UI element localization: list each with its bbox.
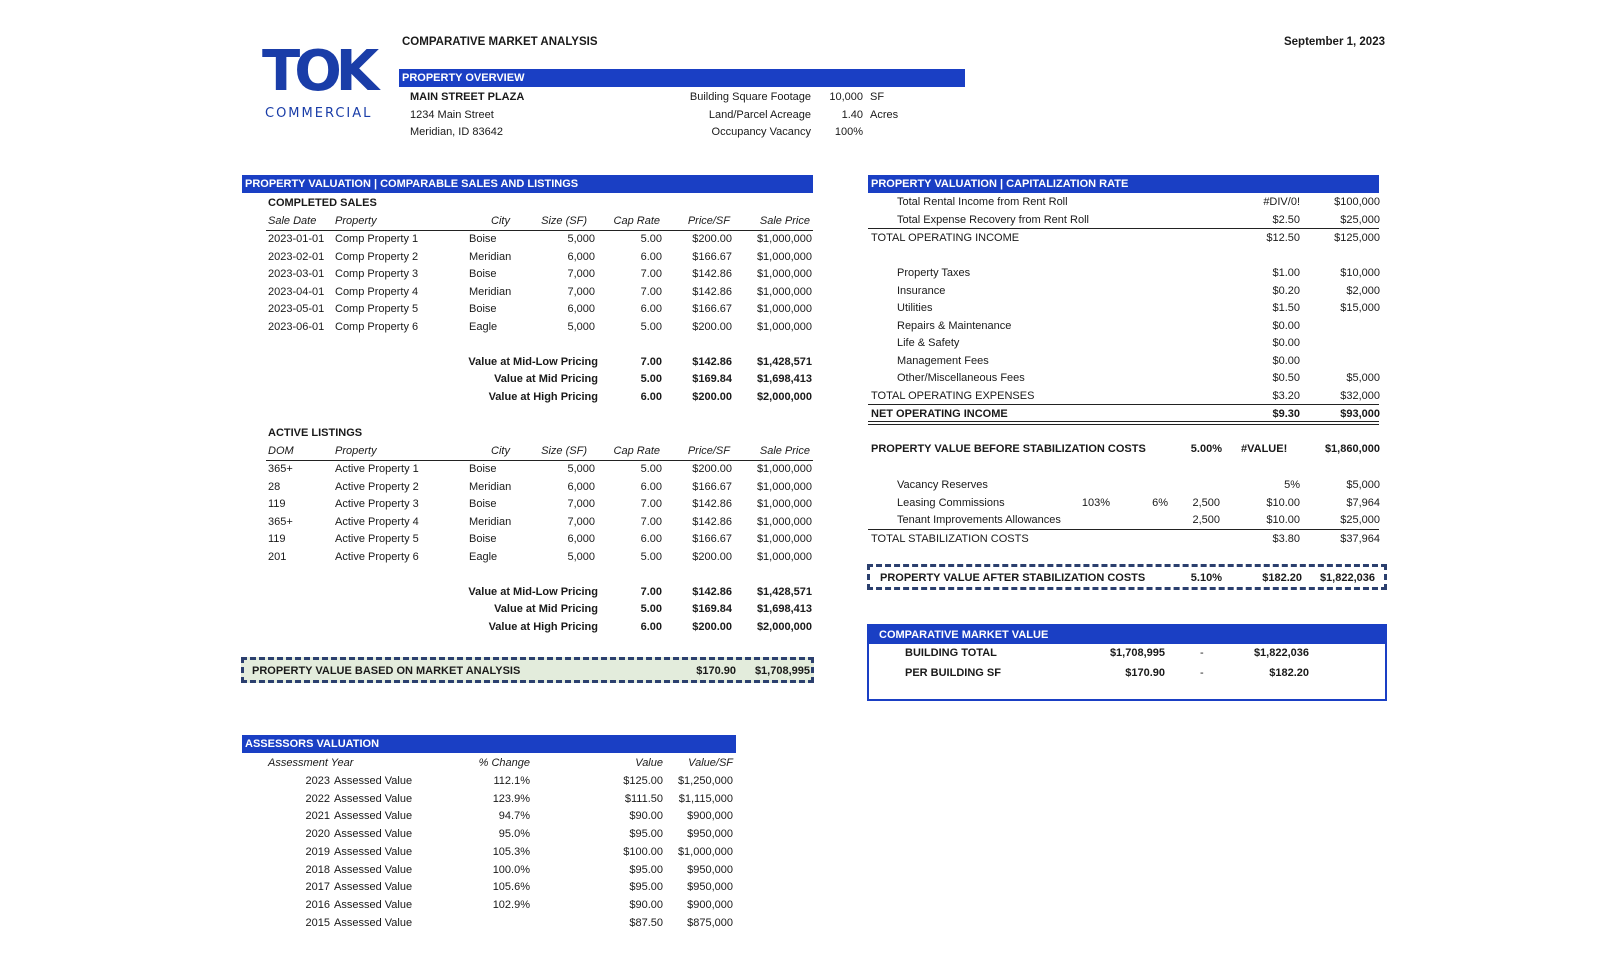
- table-cell: 7.00: [640, 268, 662, 280]
- stabilization-sf: 2,500: [1192, 514, 1220, 526]
- assessor-value: $95.00: [629, 828, 663, 841]
- logo-subtitle: COMMERCIAL: [265, 106, 373, 121]
- assessor-value: $95.00: [629, 881, 663, 894]
- summary-label: Value at High Pricing: [488, 390, 598, 403]
- cap-rate-total: $100,000: [1334, 196, 1380, 208]
- table-cell: 5,000: [567, 550, 595, 563]
- cap-rate-label: Vacancy Reserves: [897, 479, 988, 491]
- overview-fact-unit: SF: [870, 91, 885, 103]
- assessor-year: 2020: [305, 828, 330, 841]
- logo-wordmark: TOK: [262, 39, 374, 104]
- assessor-value: $90.00: [629, 810, 663, 823]
- cap-rate-label: TOTAL OPERATING INCOME: [871, 232, 1020, 244]
- overview-fact-value: 100%: [834, 126, 863, 138]
- table-cell: Eagle: [469, 320, 498, 333]
- table-cell: 5.00: [640, 463, 662, 475]
- summary-sale-price: $1,428,571: [756, 355, 812, 368]
- cap-rate-total: $25,000: [1340, 213, 1380, 226]
- cap-rate-psf: $10.00: [1266, 514, 1300, 526]
- comparable-sales-header: PROPERTY VALUATION | COMPARABLE SALES AND LISTINGS: [242, 175, 813, 193]
- table-cell: $200.00: [692, 233, 732, 245]
- table-cell: 2023-06-01: [268, 320, 325, 333]
- table-header-cell: Sale Price: [759, 445, 810, 457]
- assessors-valuation-header: ASSESSORS VALUATION: [242, 735, 736, 753]
- cmv-row-label: BUILDING TOTAL: [905, 647, 997, 659]
- summary-sale-price: $1,698,413: [756, 603, 812, 615]
- summary-sale-price: $2,000,000: [756, 620, 812, 633]
- cap-rate-label: Property Taxes: [897, 267, 971, 279]
- cap-rate-psf: #DIV/0!: [1263, 196, 1300, 208]
- cmv-row-label: PER BUILDING SF: [905, 667, 1001, 679]
- stabilization-rule: [868, 529, 1379, 530]
- assessor-year: 2023: [305, 775, 330, 787]
- assessor-value: $100.00: [623, 845, 663, 858]
- cap-rate-psf: $3.80: [1272, 533, 1300, 545]
- table-header-cell: Property: [335, 445, 377, 457]
- table-cell: 2023-01-01: [268, 233, 325, 245]
- cap-rate-label: Insurance: [897, 284, 946, 297]
- header-underline: [266, 230, 813, 231]
- table-cell: Boise: [469, 303, 497, 315]
- table-cell: 7.00: [640, 498, 662, 510]
- cap-rate-psf: $0.00: [1272, 354, 1300, 367]
- cap-rate-label: Utilities: [897, 302, 933, 314]
- after-stabilization-total: $1,822,036: [1319, 572, 1375, 584]
- table-cell: $1,000,000: [756, 480, 812, 493]
- summary-price-sf: $169.84: [692, 373, 732, 385]
- table-header-cell: City: [491, 215, 510, 227]
- assessor-change: 123.9%: [492, 792, 530, 805]
- assessor-change: 105.3%: [492, 845, 530, 858]
- table-cell: $166.67: [692, 533, 732, 545]
- cap-rate-psf: $0.00: [1272, 337, 1300, 349]
- table-cell: $1,000,000: [756, 550, 812, 563]
- market-analysis-total: $1,708,995: [754, 665, 810, 677]
- cap-rate-psf: $9.30: [1272, 408, 1300, 420]
- cap-rate-psf: $0.00: [1272, 319, 1300, 332]
- completed-sales-title: COMPLETED SALES: [268, 197, 377, 209]
- assessor-header-value: Value: [635, 757, 663, 769]
- cap-rate-psf: $0.50: [1272, 372, 1300, 384]
- table-cell: Comp Property 2: [335, 250, 419, 263]
- summary-price-sf: $200.00: [692, 620, 732, 633]
- cap-rate-psf: $12.50: [1266, 232, 1300, 244]
- summary-cap-rate: 5.00: [640, 373, 662, 385]
- overview-fact-value: 10,000: [829, 91, 863, 103]
- cap-rate-total: $32,000: [1340, 390, 1380, 402]
- table-cell: 7,000: [567, 285, 595, 298]
- cap-rate-label: TOTAL STABILIZATION COSTS: [871, 533, 1029, 545]
- summary-label: Value at Mid Pricing: [494, 373, 598, 385]
- table-cell: Eagle: [469, 550, 498, 563]
- cap-rate-label: Repairs & Maintenance: [897, 319, 1012, 332]
- cmv-row-low: $170.90: [1125, 667, 1165, 679]
- summary-sale-price: $2,000,000: [756, 390, 812, 403]
- header-underline: [266, 460, 813, 461]
- cap-rate-label: Life & Safety: [897, 337, 960, 349]
- assessor-value-sf: $950,000: [687, 881, 733, 894]
- table-cell: 2023-02-01: [268, 250, 325, 263]
- assessor-label: Assessed Value: [334, 845, 413, 858]
- table-cell: 5.00: [640, 550, 662, 563]
- market-analysis-value-box: [241, 657, 814, 683]
- cap-rate-label: Leasing Commissions: [897, 496, 1005, 509]
- assessor-year: 2017: [305, 881, 330, 894]
- cap-rate-total: $10,000: [1340, 267, 1380, 279]
- overview-fact-unit: Acres: [870, 108, 899, 121]
- overview-fact-label: Land/Parcel Acreage: [708, 108, 811, 121]
- summary-cap-rate: 6.00: [640, 620, 662, 633]
- cmv-row-separator: -: [1200, 667, 1204, 679]
- stabilization-rate: 6%: [1152, 496, 1168, 509]
- table-cell: 201: [268, 550, 287, 563]
- table-cell: $1,000,000: [756, 233, 812, 245]
- cap-rate-psf: $2.50: [1272, 213, 1300, 226]
- table-cell: 6,000: [567, 250, 595, 263]
- table-cell: $200.00: [692, 463, 732, 475]
- cap-rate-header: PROPERTY VALUATION | CAPITALIZATION RATE: [868, 175, 1379, 193]
- table-cell: $1,000,000: [756, 498, 812, 510]
- assessor-year: 2021: [305, 810, 330, 823]
- after-stabilization-rate: 5.10%: [1190, 572, 1222, 584]
- assessor-label: Assessed Value: [334, 898, 413, 911]
- assessor-value: $90.00: [629, 898, 663, 911]
- expenses-rule: [868, 404, 1379, 405]
- overview-fact-label: Occupancy Vacancy: [711, 126, 811, 138]
- table-cell: 5.00: [640, 320, 662, 333]
- assessor-change: 102.9%: [492, 898, 530, 911]
- cmv-row-high: $1,822,036: [1253, 647, 1309, 659]
- table-cell: 28: [268, 480, 281, 493]
- table-cell: $1,000,000: [756, 303, 812, 315]
- table-cell: $142.86: [692, 285, 732, 298]
- table-cell: 6,000: [567, 480, 595, 493]
- tok-commercial-logo: [262, 39, 397, 139]
- table-cell: Comp Property 4: [335, 285, 419, 298]
- assessor-value: $87.50: [629, 916, 663, 929]
- table-cell: $1,000,000: [756, 250, 812, 263]
- cap-rate-total: $2,000: [1346, 284, 1380, 297]
- property-address-line1: 1234 Main Street: [410, 109, 494, 121]
- table-cell: 7,000: [567, 498, 595, 510]
- market-analysis-psf: $170.90: [696, 665, 736, 677]
- assessor-value: $111.50: [624, 792, 663, 805]
- assessor-value-sf: $900,000: [687, 810, 733, 823]
- property-address-line2: Meridian, ID 83642: [410, 126, 503, 138]
- table-cell: Boise: [469, 233, 497, 245]
- table-cell: Boise: [469, 463, 497, 475]
- table-cell: 6.00: [640, 303, 662, 315]
- cap-rate-total: $15,000: [1340, 302, 1380, 314]
- table-cell: 7,000: [567, 268, 595, 280]
- table-cell: 5.00: [640, 233, 662, 245]
- table-cell: Active Property 2: [335, 480, 419, 493]
- table-cell: $200.00: [692, 320, 732, 333]
- table-cell: Boise: [469, 268, 497, 280]
- table-cell: $1,000,000: [756, 533, 812, 545]
- summary-cap-rate: 7.00: [640, 585, 662, 598]
- cap-rate-psf: $1.00: [1272, 267, 1300, 279]
- table-cell: 2023-05-01: [268, 303, 325, 315]
- cap-rate-label: Total Expense Recovery from Rent Roll: [897, 213, 1089, 226]
- stabilization-pct: 103%: [1081, 496, 1110, 509]
- assessor-label: Assessed Value: [334, 810, 413, 823]
- assessor-year: 2019: [305, 845, 330, 858]
- cap-rate-total: $37,964: [1340, 533, 1380, 545]
- table-header-cell: Size (SF): [541, 445, 587, 457]
- noi-double-rule: [868, 421, 1379, 425]
- cap-rate-psf: $3.20: [1272, 390, 1300, 402]
- summary-label: Value at Mid-Low Pricing: [468, 355, 598, 368]
- assessor-value-sf: $875,000: [687, 916, 733, 929]
- assessor-value: $95.00: [629, 863, 663, 876]
- assessor-label: Assessed Value: [334, 881, 413, 894]
- assessor-label: Assessed Value: [334, 828, 413, 841]
- table-cell: $1,000,000: [756, 268, 812, 280]
- cap-rate-psf: $0.20: [1272, 284, 1300, 297]
- assessor-value-sf: $950,000: [687, 828, 733, 841]
- cap-rate-label: TOTAL OPERATING EXPENSES: [871, 390, 1035, 402]
- table-cell: Meridian: [469, 515, 512, 528]
- table-cell: Comp Property 3: [335, 268, 419, 280]
- cap-rate-psf: $10.00: [1266, 496, 1300, 509]
- table-cell: Meridian: [469, 250, 512, 263]
- after-stabilization-box: [867, 564, 1387, 590]
- assessor-value-sf: $1,000,000: [677, 845, 733, 858]
- cap-rate-label: Tenant Improvements Allowances: [897, 514, 1061, 526]
- summary-price-sf: $169.84: [692, 603, 732, 615]
- property-name: MAIN STREET PLAZA: [410, 91, 525, 103]
- table-cell: Meridian: [469, 285, 512, 298]
- cap-rate-total: $125,000: [1334, 232, 1380, 244]
- cmv-row-high: $182.20: [1269, 667, 1309, 679]
- report-date: September 1, 2023: [1283, 36, 1385, 48]
- assessor-year: 2022: [305, 792, 330, 805]
- table-header-cell: City: [491, 445, 510, 457]
- table-cell: $142.86: [692, 515, 732, 528]
- table-cell: 119: [268, 533, 286, 545]
- table-cell: 6,000: [567, 533, 595, 545]
- assessor-header-year: Assessment Year: [268, 757, 354, 769]
- table-cell: $1,000,000: [756, 463, 812, 475]
- cap-rate-label: Total Rental Income from Rent Roll: [897, 196, 1068, 208]
- table-cell: 6.00: [640, 480, 662, 493]
- table-cell: $1,000,000: [756, 515, 812, 528]
- table-cell: $142.86: [692, 498, 732, 510]
- report-title: COMPARATIVE MARKET ANALYSIS: [402, 36, 598, 48]
- assessor-label: Assessed Value: [334, 916, 413, 929]
- cap-rate-total: $7,964: [1346, 496, 1380, 509]
- assessor-change: 105.6%: [492, 881, 530, 894]
- table-cell: Active Property 4: [335, 515, 419, 528]
- assessor-header-change: % Change: [478, 757, 530, 769]
- table-cell: 365+: [268, 463, 293, 475]
- table-header-cell: Size (SF): [541, 215, 587, 227]
- table-cell: $1,000,000: [756, 285, 812, 298]
- before-stabilization-rate: 5.00%: [1190, 443, 1222, 455]
- table-cell: 7.00: [640, 285, 662, 298]
- table-header-cell: Cap Rate: [613, 215, 660, 227]
- assessor-value-sf: $900,000: [687, 898, 733, 911]
- income-rule: [868, 228, 1379, 229]
- summary-cap-rate: 5.00: [640, 603, 662, 615]
- assessor-value-sf: $950,000: [687, 863, 733, 876]
- market-analysis-label: PROPERTY VALUE BASED ON MARKET ANALYSIS: [252, 665, 521, 677]
- assessor-header-value-sf: Value/SF: [688, 757, 733, 769]
- assessor-year: 2016: [305, 898, 330, 911]
- assessor-label: Assessed Value: [334, 863, 413, 876]
- table-cell: Meridian: [469, 480, 512, 493]
- cap-rate-total: $93,000: [1340, 408, 1380, 420]
- assessor-change: 95.0%: [498, 828, 530, 841]
- assessor-value-sf: $1,115,000: [678, 792, 733, 805]
- property-overview-header: PROPERTY OVERVIEW: [399, 69, 965, 87]
- summary-label: Value at High Pricing: [488, 620, 598, 633]
- table-cell: 5,000: [567, 233, 595, 245]
- overview-fact-label: Building Square Footage: [689, 91, 811, 103]
- table-cell: 6,000: [567, 303, 595, 315]
- assessor-change: 94.7%: [498, 810, 530, 823]
- overview-fact-value: 1.40: [841, 108, 863, 121]
- cmv-row-separator: -: [1200, 647, 1204, 659]
- table-cell: 7.00: [640, 515, 662, 528]
- assessor-value: $125.00: [623, 775, 663, 787]
- cap-rate-psf: 5%: [1284, 479, 1300, 491]
- table-cell: $142.86: [692, 268, 732, 280]
- assessor-year: 2018: [305, 863, 330, 876]
- table-header-cell: Price/SF: [687, 215, 730, 227]
- summary-price-sf: $142.86: [692, 355, 732, 368]
- before-stabilization-label: PROPERTY VALUE BEFORE STABILIZATION COSTS: [871, 443, 1146, 455]
- summary-price-sf: $200.00: [692, 390, 732, 403]
- table-cell: 2023-04-01: [268, 285, 325, 298]
- comparative-market-value-header: COMPARATIVE MARKET VALUE: [869, 626, 1385, 644]
- summary-label: Value at Mid-Low Pricing: [468, 585, 598, 598]
- table-cell: Active Property 6: [335, 550, 419, 563]
- table-cell: Comp Property 6: [335, 320, 419, 333]
- stabilization-sf: 2,500: [1192, 496, 1220, 509]
- table-cell: Active Property 3: [335, 498, 419, 510]
- table-cell: Boise: [469, 533, 497, 545]
- table-cell: $166.67: [692, 250, 732, 263]
- before-stabilization-psf: #VALUE!: [1241, 443, 1288, 455]
- table-cell: 2023-03-01: [268, 268, 325, 280]
- table-header-cell: Sale Price: [759, 215, 810, 227]
- table-cell: 6.00: [640, 250, 662, 263]
- table-cell: $166.67: [692, 480, 732, 493]
- summary-price-sf: $142.86: [692, 585, 732, 598]
- table-cell: 6.00: [640, 533, 662, 545]
- table-cell: Comp Property 5: [335, 303, 419, 315]
- table-header-cell: Cap Rate: [613, 445, 660, 457]
- cap-rate-total: $25,000: [1340, 514, 1380, 526]
- summary-sale-price: $1,428,571: [756, 585, 812, 598]
- table-cell: Boise: [469, 498, 497, 510]
- table-header-cell: Price/SF: [687, 445, 730, 457]
- assessor-year: 2015: [305, 916, 330, 929]
- summary-cap-rate: 6.00: [640, 390, 662, 403]
- cap-rate-label: Other/Miscellaneous Fees: [897, 372, 1025, 384]
- assessor-change: 100.0%: [492, 863, 530, 876]
- cap-rate-label: Management Fees: [897, 354, 989, 367]
- table-cell: $1,000,000: [756, 320, 812, 333]
- table-cell: 5,000: [567, 320, 595, 333]
- table-cell: $166.67: [692, 303, 732, 315]
- summary-cap-rate: 7.00: [640, 355, 662, 368]
- before-stabilization-total: $1,860,000: [1324, 443, 1380, 455]
- active-listings-title: ACTIVE LISTINGS: [268, 427, 363, 439]
- summary-sale-price: $1,698,413: [756, 373, 812, 385]
- table-header-cell: Sale Date: [268, 215, 317, 227]
- table-cell: 5,000: [567, 463, 595, 475]
- cap-rate-label: NET OPERATING INCOME: [871, 408, 1008, 420]
- after-stabilization-label: PROPERTY VALUE AFTER STABILIZATION COSTS: [880, 572, 1146, 584]
- table-cell: 119: [268, 498, 286, 510]
- table-cell: 365+: [268, 515, 293, 528]
- assessor-value-sf: $1,250,000: [677, 775, 733, 787]
- comparative-market-value-box: [867, 624, 1387, 701]
- assessor-label: Assessed Value: [334, 792, 413, 805]
- cmv-row-low: $1,708,995: [1109, 647, 1165, 659]
- table-header-cell: DOM: [268, 445, 294, 457]
- after-stabilization-psf: $182.20: [1262, 572, 1302, 584]
- summary-label: Value at Mid Pricing: [494, 603, 598, 615]
- table-cell: 7,000: [567, 515, 595, 528]
- table-cell: Active Property 5: [335, 533, 419, 545]
- assessor-change: 112.1%: [493, 775, 530, 787]
- table-cell: $200.00: [692, 550, 732, 563]
- cap-rate-psf: $1.50: [1272, 302, 1300, 314]
- table-header-cell: Property: [335, 215, 377, 227]
- cap-rate-total: $5,000: [1346, 372, 1380, 384]
- cap-rate-total: $5,000: [1346, 479, 1380, 491]
- assessor-label: Assessed Value: [334, 775, 413, 787]
- table-cell: Comp Property 1: [335, 233, 419, 245]
- table-cell: Active Property 1: [335, 463, 419, 475]
